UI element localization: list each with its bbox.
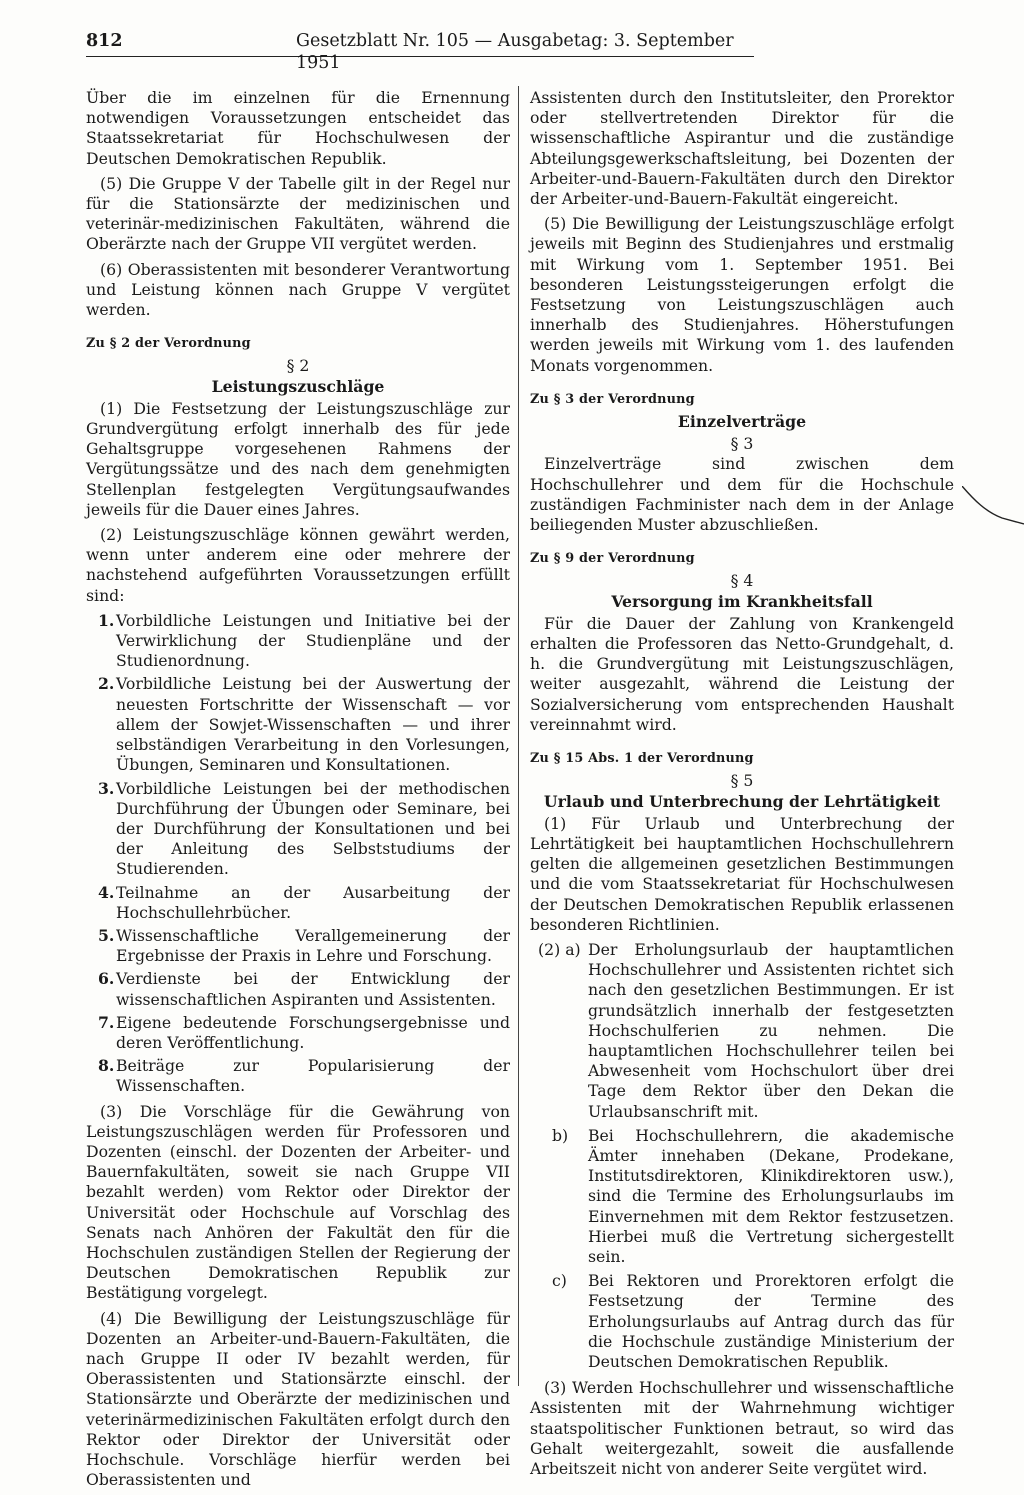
paragraph-2-4: (4) Die Bewilligung der Leistungszuschläge für Dozenten an Arbeiter-und-Bauern-Fakultäten, die nach Gruppe II oder IV bezahlt werden, für Oberassistenten und Stationsärzte einschl. der Stationsärzte und Oberärzte der medizinischen und veterinärmedizinischen Fakultäten erfolgt durch den Rektor oder Direktor der Universität oder Hochschule. Vorschläge hierfür werden bei Oberassistenten und <box>86 1308 510 1490</box>
paragraph-5-1: (1) Für Urlaub und Unterbrechung der Lehrtätigkeit bei hauptamtlichen Hochschullehrern gelten die allgemeinen gesetzlichen Bestimmungen und die vom Staatssekretariat für Hochschulwesen der Deutschen Demokratischen Republik erlassenen besonderen Richtlinien. <box>530 813 954 934</box>
list-item-label: c) <box>552 1271 567 1291</box>
section-title: Versorgung im Krankheitsfall <box>611 591 873 611</box>
paragraph-3: Einzelverträge sind zwischen dem Hochschullehrer und dem für die Hochschule zuständigen Fachminister nach dem in der Anlage beiliegenden Muster abzuschließen. <box>530 454 954 535</box>
paragraph-1-6: (6) Oberassistenten mit besonderer Verantwortung und Leistung können nach Gruppe V vergütet werden. <box>86 259 510 320</box>
list-item <box>86 883 510 923</box>
section-reference: Zu § 9 der Verordnung <box>530 551 695 567</box>
list-item-number: 7. <box>98 1012 115 1032</box>
list-item-label: b) <box>552 1125 569 1145</box>
paragraph-5-3: (3) Werden Hochschullehrer und wissenschaftliche Assistenten mit der Wahrnehmung wichtiger staatspolitischer Funktionen betraut, so wird das Gehalt weitergezahlt, soweit die ausfallende Arbeitszeit nicht von anderer Seite vergütet wird. <box>530 1378 954 1478</box>
list-item-number: 4. <box>98 882 115 902</box>
list-item-number: 2. <box>98 674 115 694</box>
paragraph-1-5: (5) Die Gruppe V der Tabelle gilt in der Regel nur für die Stationsärzte der medizinischen und veterinär-medizinischen Fakultäten, während die Oberärzte nach der Gruppe VII vergütet werden. <box>86 173 510 254</box>
list-item-text: Vorbildliche Leistung bei der Auswertung der neuesten Fortschritte der Wissenschaft — vor allem der Sowjet-Wissenschaften — und ihrer selbständigen Verarbeitung in den Vorlesungen, Übungen, Seminaren und Konsultationen. <box>116 674 510 775</box>
list-item <box>86 969 510 1009</box>
list-item <box>86 926 510 966</box>
list-item-label: (2) a) <box>538 939 581 959</box>
list-item <box>530 1126 954 1267</box>
section-reference: Zu § 3 der Verordnung <box>530 391 695 407</box>
list-item-number: 1. <box>98 610 115 630</box>
paragraph-2-3: (3) Die Vorschläge für die Gewährung von Leistungszuschlägen werden für Professoren und Dozenten (einschl. der Dozenten der Arbeiter- und Bauernfakultäten, soweit sie nach Gruppe VII bezahlt werden) vom Rektor oder Direktor der Universität oder Hochschule auf Vorschlag des Senats nach Anhören der Fakultät den für die Hochschulen zuständigen Stellen der Regierung der Deutschen Demokratischen Republik zur Bestätigung vorgelegt. <box>86 1101 510 1303</box>
list-item-text: Vorbildliche Leistungen bei der methodischen Durchführung der Übungen oder Seminare, bei der Durchführung der Konsultationen und bei der Anleitung des Selbststudiums der Studierenden. <box>116 778 510 879</box>
list-item-number: 6. <box>98 969 115 989</box>
list-item-text: Verdienste bei der Entwicklung der wissenschaftlichen Aspiranten und Assistenten. <box>116 969 510 1009</box>
section-title: Urlaub und Unterbrechung der Lehrtätigkeit <box>543 791 941 811</box>
list-item <box>86 674 510 775</box>
section-number: § 5 <box>730 771 754 791</box>
list-item-text: Eigene bedeutende Forschungsergebnisse und deren Veröffentlichung. <box>116 1012 510 1052</box>
paragraph-2-5: (5) Die Bewilligung der Leistungszuschläge erfolgt jeweils mit Beginn des Studienjahres und erstmalig mit Wirkung vom 1. September 1951. Bei besonderen Leistungssteigerungen erfolgt die Festsetzung von Leistungszuschlägen auch innerhalb des Studienjahres. Höherstufungen werden jeweils mit Wirkung vom 1. des laufenden Monats vorgenommen. <box>530 214 954 375</box>
column-divider <box>518 86 519 1386</box>
vacation-rules-list <box>530 940 954 1372</box>
list-item-text: Teilnahme an der Ausarbeitung der Hochschullehrbücher. <box>116 882 510 922</box>
list-item-text: Beiträge zur Popularisierung der Wissenschaften. <box>116 1056 510 1096</box>
list-item-number: 5. <box>98 925 115 945</box>
list-item <box>86 1056 510 1096</box>
list-item <box>530 1271 954 1372</box>
list-item-text: Der Erholungsurlaub der hauptamtlichen Hochschullehrer und Assistenten richtet sich nach den gesetzlichen Bestimmungen. Er ist grundsätzlich innerhalb der festgesetzten Hochschulferien zu nehmen. Die hauptamtlichen Hochschullehrer teilen bei Abwesenheit vom Hochschulort über drei Tage dem Rektor über den Dekan die Urlaubsanschrift mit. <box>588 939 954 1121</box>
list-item <box>86 1013 510 1053</box>
section-number: § 2 <box>286 356 310 376</box>
left-column <box>86 88 510 1495</box>
list-item-text: Bei Rektoren und Prorektoren erfolgt die Festsetzung der Termine des Erholungsurlaubs auf Antrag durch das für die Hochschule zuständige Ministerium der Deutschen Demokratischen Republik. <box>588 1271 954 1371</box>
list-item-text: Wissenschaftliche Verallgemeinerung der Ergebnisse der Praxis in Lehre und Forschung. <box>116 925 510 966</box>
page-header <box>86 30 754 73</box>
right-column <box>530 88 954 1484</box>
margin-pen-mark <box>962 486 1024 528</box>
paragraph-intro: Über die im einzelnen für die Ernennung notwendigen Voraussetzungen entscheidet das Staatssekretariat für Hochschulwesen der Deutschen Demokratischen Republik. <box>86 88 510 168</box>
list-item-text: Bei Hochschullehrern, die akademische Ämter innehaben (Dekane, Prodekane, Institutsdirektoren, Klinikdirektoren usw.), sind die Termine des Erholungsurlaubs im Einvernehmen mit dem Rektor festzusetzen. Hierbei muß die Vertretung sichergestellt sein. <box>588 1125 954 1266</box>
section-number: § 4 <box>730 571 754 591</box>
paragraph-continued: Assistenten durch den Institutsleiter, den Prorektor oder stellvertretenden Direktor für die wissenschaftliche Aspirantur und die zuständige Abteilungsgewerkschaftsleitung, bei Dozenten der Arbeiter-und-Bauern-Fakultäten durch den Direktor der Arbeiter-und-Bauern-Fakultät eingereicht. <box>530 88 954 209</box>
paragraph-2-1: (1) Die Festsetzung der Leistungszuschläge zur Grundvergütung erfolgt innerhalb des für jede Gehaltsgruppe vorgesehenen Rahmens der Vergütungssätze und des nach dem genehmigten Stellenplan festgelegten Vergütungsaufwandes jeweils für die Dauer eines Jahres. <box>86 398 510 519</box>
page-number: 812 <box>86 31 123 51</box>
paragraph-4: Für die Dauer der Zahlung von Krankengeld erhalten die Professoren das Netto-Grundgehalt, d. h. die Grundvergütung mit Leistungszuschlägen, weiter ausgezahlt, während die Leistung der Sozialversicherung vom entsprechenden Haushalt vereinnahmt wird. <box>530 613 954 734</box>
section-reference: Zu § 2 der Verordnung <box>86 336 251 352</box>
list-item <box>530 940 954 1122</box>
section-number: § 3 <box>730 434 754 454</box>
list-item-text: Vorbildliche Leistungen und Initiative bei der Verwirklichung der Studienpläne und der Studienordnung. <box>116 610 510 671</box>
list-item <box>86 611 510 672</box>
section-title: Einzelverträge <box>677 412 807 432</box>
list-item <box>86 779 510 880</box>
page-header-title: Gesetzblatt Nr. 105 — Ausgabetag: 3. September 1951 <box>296 31 734 73</box>
paragraph-2-2: (2) Leistungszuschläge können gewährt werden, wenn unter anderem eine oder mehrere der nachstehend aufgeführten Voraussetzungen erfüllt sind: <box>86 525 510 605</box>
list-item-number: 8. <box>98 1056 115 1076</box>
requirements-list <box>86 611 510 1097</box>
list-item-number: 3. <box>98 778 115 798</box>
section-reference: Zu § 15 Abs. 1 der Verordnung <box>530 751 754 767</box>
section-title: Leistungszuschläge <box>211 376 385 396</box>
